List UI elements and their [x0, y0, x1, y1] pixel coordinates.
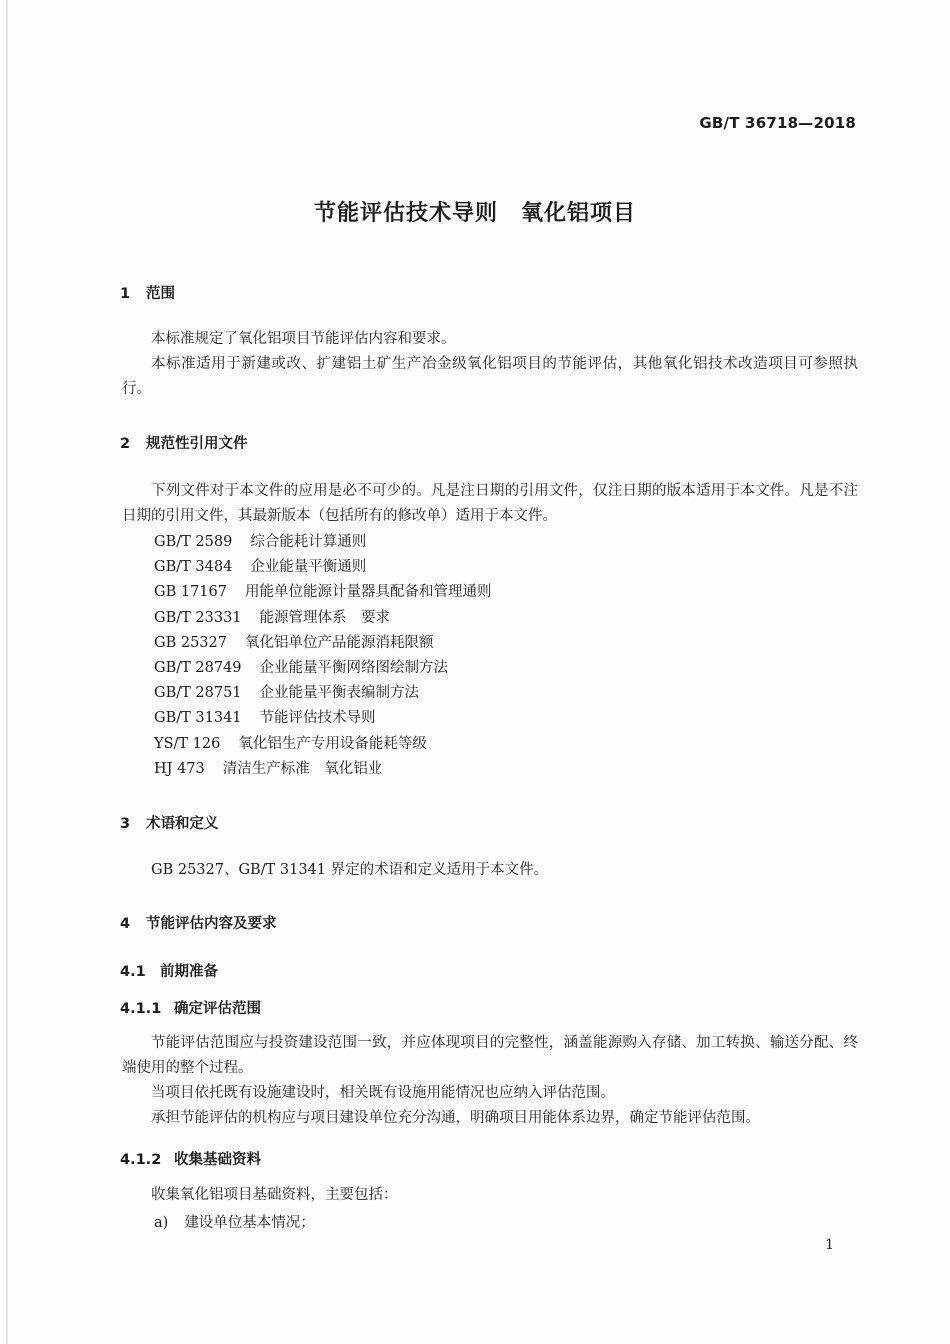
section-4-1-1-heading — [120, 997, 261, 1018]
section-3-heading — [120, 812, 219, 833]
reference-item — [154, 580, 491, 605]
reference-item — [154, 631, 491, 656]
section-number: 2 — [120, 436, 131, 452]
reference-title: 企业能量平衡网络图绘制方法 — [259, 659, 449, 676]
section-4-heading — [120, 912, 277, 933]
reference-title: 用能单位能源计量器具配备和管理通则 — [244, 584, 492, 601]
paragraph: GB 25327、GB/T 31341 界定的术语和定义适用于本文件。 — [151, 862, 549, 878]
section-title: 收集基础资料 — [174, 1152, 261, 1168]
section-title: 前期准备 — [160, 964, 218, 980]
reference-code: GB 25327 — [154, 634, 227, 651]
section-4-1-2-heading — [120, 1148, 261, 1169]
paragraph: 本标准规定了氧化铝项目节能评估内容和要求。 — [151, 331, 456, 347]
reference-item — [154, 656, 491, 681]
section-title: 术语和定义 — [146, 816, 219, 832]
reference-item — [154, 681, 491, 706]
section-title: 范围 — [146, 286, 175, 302]
reference-item — [154, 555, 491, 580]
section-number: 4.1.1 — [120, 1001, 162, 1017]
reference-item — [154, 530, 491, 555]
paragraph: 下列文件对于本文件的应用是必不可少的。凡是注日期的引用文件，仅注日期的版本适用于本文件。凡是不注日期的引用文件，其最新版本（包括所有的修改单）适用于本文件。 — [122, 483, 858, 524]
reference-title: 企业能量平衡通则 — [250, 559, 367, 576]
section-2-heading — [120, 432, 248, 453]
reference-code: GB/T 23331 — [154, 609, 242, 626]
reference-title: 氧化铝单位产品能源消耗限额 — [244, 634, 434, 651]
list-marker: a) — [154, 1215, 169, 1231]
reference-item — [154, 706, 491, 731]
paragraph: 当项目依托既有设施建设时，相关既有设施用能情况也应纳入评估范围。 — [151, 1085, 615, 1101]
reference-title: 氧化铝生产专用设备能耗等级 — [238, 735, 427, 752]
list-item — [154, 1211, 315, 1232]
reference-title: 能源管理体系 要求 — [259, 609, 391, 626]
paragraph: 节能评估范围应与投资建设范围一致，并应体现项目的完整性，涵盖能源购入存储、加工转换、输送分配、终端使用的整个过程。 — [122, 1035, 858, 1076]
section-number: 4.1.2 — [120, 1152, 162, 1168]
reference-code: GB 17167 — [154, 584, 227, 601]
section-title: 规范性引用文件 — [146, 436, 248, 452]
section-4-1-heading — [120, 960, 218, 981]
reference-item — [154, 732, 491, 757]
reference-code: HJ 473 — [154, 760, 205, 777]
paragraph: 本标准适用于新建或改、扩建铝土矿生产冶金级氧化铝项目的节能评估，其他氧化铝技术改造项目可参照执行。 — [122, 356, 858, 397]
paragraph: 承担节能评估的机构应与项目建设单位充分沟通，明确项目用能体系边界，确定节能评估范围。 — [151, 1110, 760, 1126]
reference-code: GB/T 3484 — [154, 559, 233, 576]
reference-title: 节能评估技术导则 — [259, 710, 376, 727]
reference-title: 企业能量平衡表编制方法 — [259, 685, 420, 702]
reference-code: GB/T 28749 — [154, 659, 242, 676]
paragraph: 收集氧化铝项目基础资料，主要包括： — [151, 1187, 398, 1203]
reference-code: GB/T 2589 — [154, 534, 233, 550]
section-number: 4 — [120, 916, 131, 932]
reference-code: GB/T 31341 — [154, 710, 242, 727]
page-number: 1 — [825, 1237, 834, 1253]
section-number: 1 — [120, 286, 131, 302]
normative-references-list — [154, 530, 491, 782]
section-number: 3 — [120, 816, 131, 832]
reference-code: GB/T 28751 — [154, 685, 242, 702]
list-text: 建设单位基本情况； — [184, 1215, 315, 1231]
standard-code: GB/T 36718—2018 — [699, 114, 856, 132]
reference-item — [154, 757, 491, 782]
section-title: 节能评估内容及要求 — [146, 916, 277, 932]
section-title: 确定评估范围 — [174, 1001, 261, 1017]
reference-item — [154, 606, 491, 631]
reference-title: 综合能耗计算通则 — [250, 534, 367, 550]
section-1-heading — [120, 282, 175, 303]
reference-code: YS/T 126 — [154, 735, 221, 752]
reference-title: 清洁生产标准 氧化铝业 — [222, 760, 383, 777]
section-number: 4.1 — [120, 964, 146, 980]
document-title: 节能评估技术导则 氧化铝项目 — [313, 201, 636, 226]
